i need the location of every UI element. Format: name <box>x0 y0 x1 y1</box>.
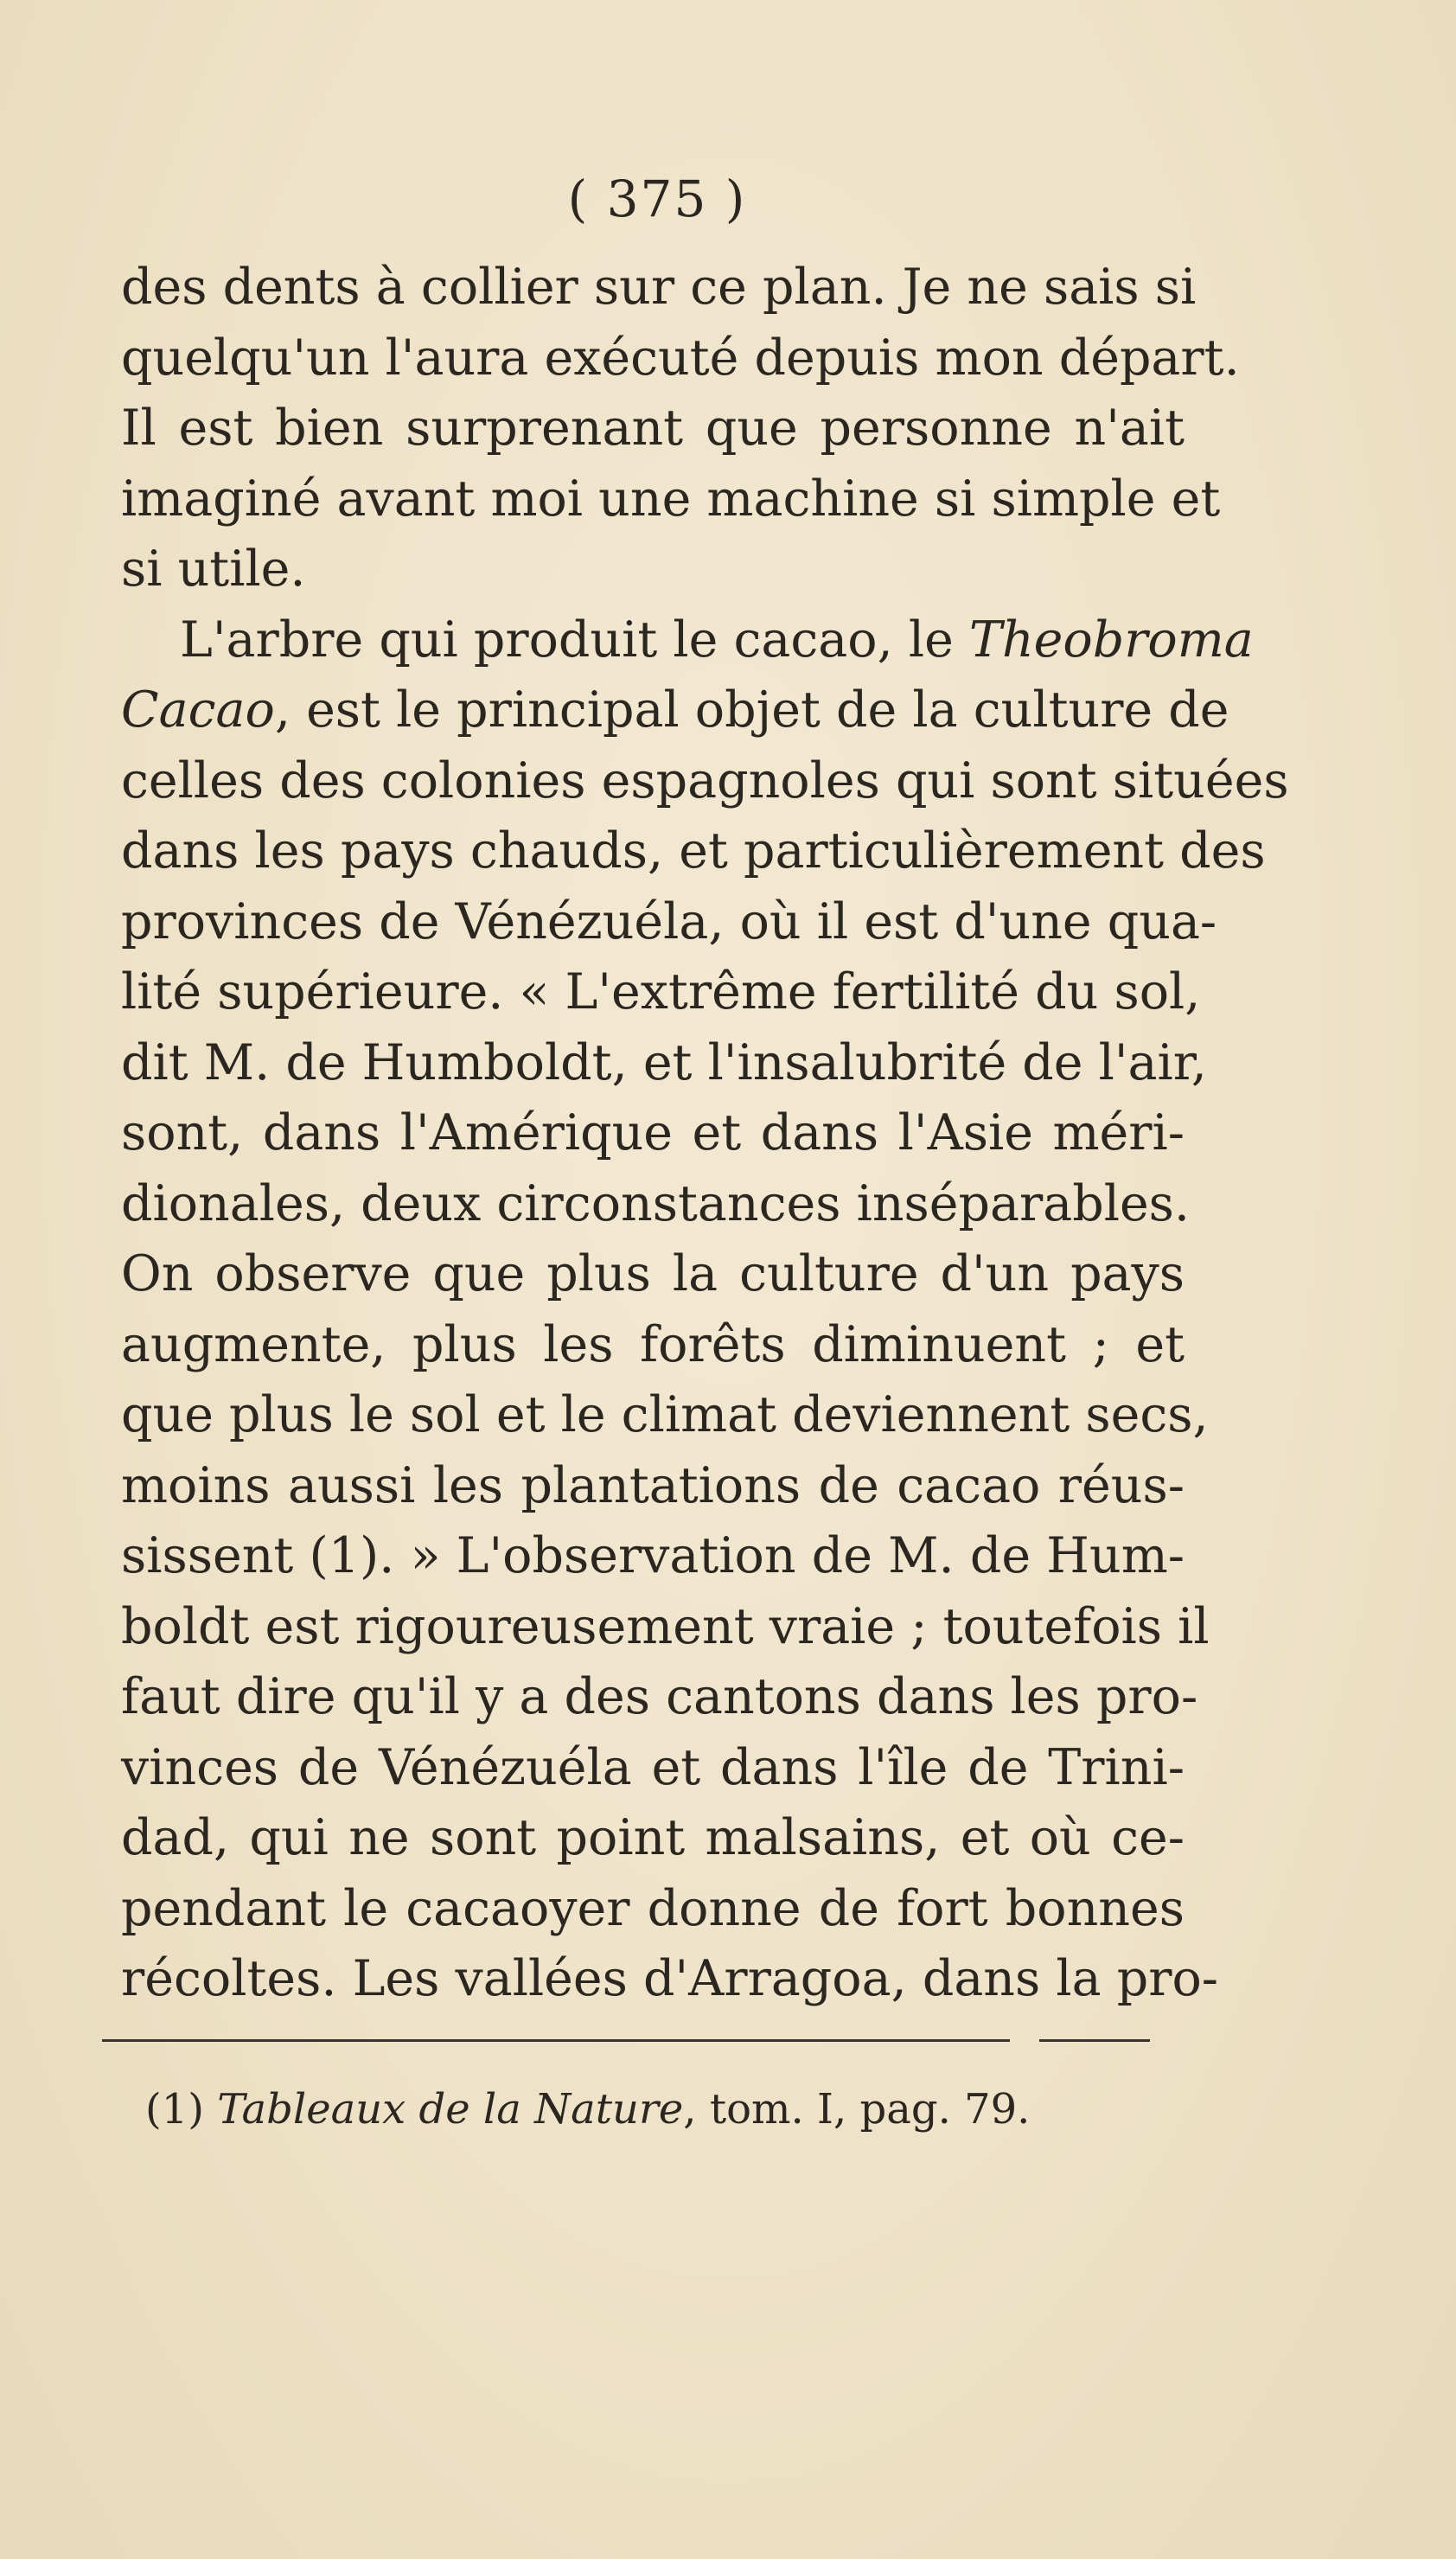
footnote <box>145 2082 1140 2136</box>
text-line: boldt est rigoureusement vraie ; toutefois il <box>121 1597 1210 1655</box>
footnote-title: Tableaux de la Nature <box>217 2085 684 2134</box>
text-line: vinces de Vénézuéla et dans l'île de Trini- <box>121 1738 1185 1796</box>
text-line: quelqu'un l'aura exécuté depuis mon départ. <box>121 329 1240 387</box>
text-line: sissent (1). » L'observation de M. de Hum- <box>121 1527 1185 1584</box>
text-line: dans les pays chauds, et particulièrement des <box>121 822 1266 880</box>
text-line <box>121 675 1229 746</box>
text-line: Il est bien surprenant que personne n'ait <box>121 400 1185 457</box>
text-line: si utile. <box>121 541 306 598</box>
text-segment: , est le principal objet de la culture de <box>274 681 1229 739</box>
text-line: lité supérieure. « L'extrême fertilité du sol, <box>121 963 1201 1020</box>
text-line: des dents à collier sur ce plan. Je ne sais si <box>121 259 1197 316</box>
text-segment: L'arbre qui produit le cacao, le <box>180 611 969 669</box>
italic-term: Cacao <box>121 681 275 739</box>
text-line: provinces de Vénézuéla, où il est d'une qua- <box>121 892 1217 950</box>
text-line: augmente, plus les forêts diminuent ; et <box>121 1315 1185 1373</box>
text-line: récoltes. Les vallées d'Arragoa, dans la pro- <box>121 1950 1219 2007</box>
text-line: pendant le cacaoyer donne de fort bonnes <box>121 1879 1185 1937</box>
footnote-reference: , tom. I, pag. 79. <box>683 2085 1031 2134</box>
text-line: moins aussi les plantations de cacao réus- <box>121 1456 1185 1514</box>
footnote-marker: (1) <box>145 2085 218 2134</box>
text-line: dionales, deux circonstances inséparables. <box>121 1174 1191 1232</box>
separator-gap <box>1010 2036 1039 2044</box>
text-line: imaginé avant moi une machine si simple et <box>121 470 1221 528</box>
text-line: On observe que plus la culture d'un pays <box>121 1245 1185 1302</box>
text-line: celles des colonies espagnoles qui sont situées <box>121 752 1289 809</box>
body-text <box>121 253 1289 2015</box>
text-line: sont, dans l'Amérique et dans l'Asie méri- <box>121 1104 1185 1161</box>
text-line: que plus le sol et le climat deviennent secs, <box>121 1386 1209 1443</box>
text-line: dad, qui ne sont point malsains, et où ce- <box>121 1809 1185 1866</box>
page-number: ( 375 ) <box>567 170 747 228</box>
footnote-separator <box>102 2039 1150 2042</box>
text-line: dit M. de Humboldt, et l'insalubrité de l'air, <box>121 1033 1207 1091</box>
text-line <box>121 605 1254 676</box>
italic-term: Theobroma <box>968 611 1254 669</box>
text-line: faut dire qu'il y a des cantons dans les pro- <box>121 1668 1198 1725</box>
